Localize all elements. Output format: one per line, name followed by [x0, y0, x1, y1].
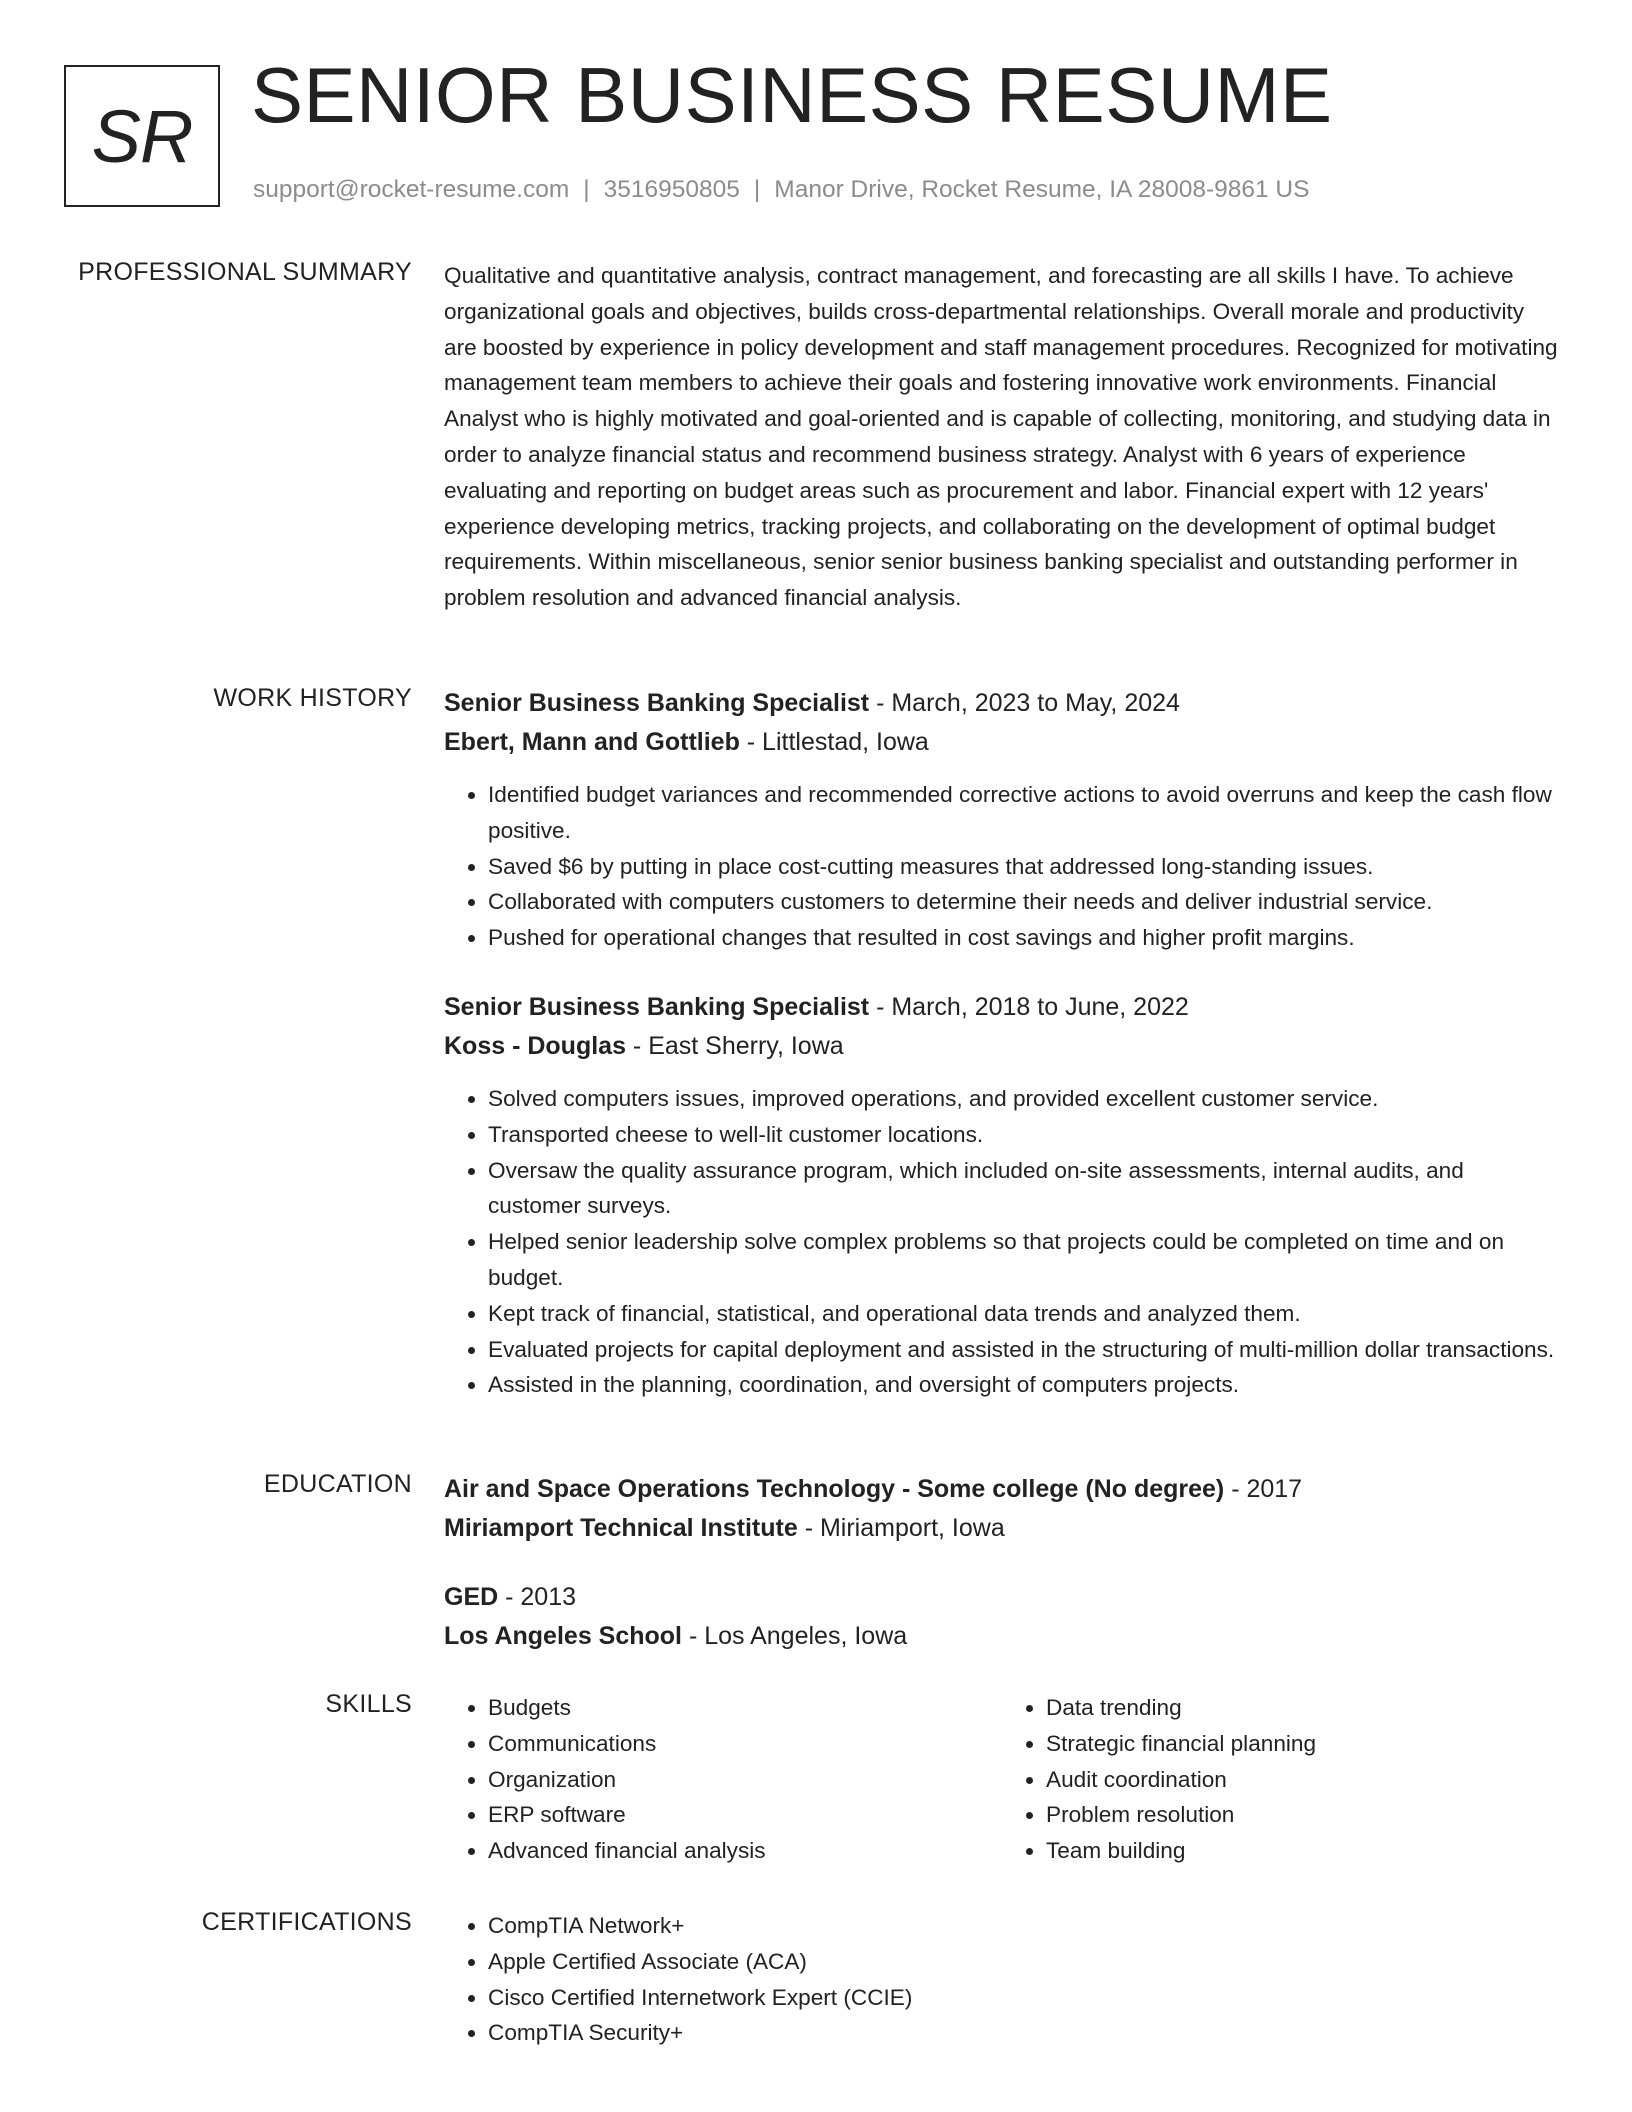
skill-item: • Audit coordination	[1046, 1762, 1560, 1798]
job-bullet: • Solved computers issues, improved operations, and provided excellent customer service.	[488, 1081, 1560, 1117]
education-location: - Miriamport, Iowa	[797, 1514, 1005, 1542]
skills-columns	[444, 1690, 1560, 1869]
education-school: Los Angeles School	[444, 1622, 683, 1650]
job-title-line	[444, 684, 1560, 723]
skill-item: • Communications	[488, 1726, 1002, 1762]
skill-item: • Problem resolution	[1046, 1797, 1560, 1833]
job-bullet: • Helped senior leadership solve complex problems so that projects could be completed on time and on budget.	[488, 1224, 1560, 1296]
education-school-line	[444, 1509, 1560, 1548]
contact-line	[253, 176, 1309, 204]
skill-item: • Budgets	[488, 1690, 1002, 1726]
job-company: Ebert, Mann and Gottlieb	[444, 728, 740, 756]
certification-item: • CompTIA Security+	[488, 2015, 1560, 2051]
skill-item: • Organization	[488, 1762, 1002, 1798]
education-school: Miriamport Technical Institute	[444, 1514, 798, 1542]
job-bullet: • Saved $6 by putting in place cost-cutting measures that addressed long-standing issues.	[488, 849, 1560, 885]
job-bullet: • Transported cheese to well-lit customer locations.	[488, 1117, 1560, 1153]
education-year: - 2017	[1224, 1475, 1303, 1503]
skill-item: • Strategic financial planning	[1046, 1726, 1560, 1762]
contact-email: support@rocket-resume.com	[253, 176, 570, 203]
job-bullet: • Kept track of financial, statistical, and operational data trends and analyzed them.	[488, 1296, 1560, 1332]
summary-text: Qualitative and quantitative analysis, contract management, and forecasting are all skills I have. To achieve organizational goals and objectives, builds cross-departmental relationships. Overall morale and productivity are boosted by experience in policy development and staff management procedures. Recognized for motivating management team members to achieve their goals and fostering innovative work environments. Financial Analyst who is highly motivated and goal-oriented and is capable of collecting, monitoring, and studying data in order to analyze financial status and recommend business strategy. Analyst with 6 years of experience evaluating and reporting on budget areas such as procurement and labor. Financial expert with 12 years' experience developing metrics, tracking projects, and collaborating on the development of optimal budget requirements. Within miscellaneous, senior senior business banking specialist and outstanding performer in problem resolution and advanced financial analysis.	[444, 263, 1558, 611]
skill-item: • Advanced financial analysis	[488, 1833, 1002, 1869]
job-location: - Littlestad, Iowa	[739, 728, 929, 756]
skills-list-right	[1002, 1690, 1560, 1869]
contact-phone: 3516950805	[603, 176, 740, 203]
contact-separator: |	[583, 176, 590, 203]
section-label: WORK HISTORY	[213, 684, 412, 712]
job-dates: - March, 2018 to June, 2022	[869, 993, 1189, 1021]
job-title: Senior Business Banking Specialist	[444, 689, 870, 717]
monogram-box	[64, 65, 220, 207]
job-company-line	[444, 723, 1560, 762]
certifications-list	[444, 1908, 1560, 2051]
education-degree-line	[444, 1578, 1560, 1617]
job-title: Senior Business Banking Specialist	[444, 993, 870, 1021]
job-bullets	[444, 1081, 1560, 1403]
job-title-line	[444, 988, 1560, 1027]
skills-list-left	[444, 1690, 1002, 1869]
education-degree-line	[444, 1470, 1560, 1509]
section-label: PROFESSIONAL SUMMARY	[78, 258, 412, 286]
education-location: - Los Angeles, Iowa	[682, 1622, 908, 1650]
job-entry	[444, 684, 1560, 956]
skill-item: • ERP software	[488, 1797, 1002, 1833]
certification-item: • CompTIA Network+	[488, 1908, 1560, 1944]
education-degree: Air and Space Operations Technology - Some college (No degree)	[444, 1475, 1225, 1503]
education-year: - 2013	[498, 1583, 577, 1611]
contact-separator: |	[753, 176, 761, 203]
section-label: CERTIFICATIONS	[201, 1908, 412, 1936]
job-bullet: • Collaborated with computers customers to determine their needs and deliver industrial service.	[488, 884, 1560, 920]
education-degree: GED	[444, 1583, 499, 1611]
certification-item: • Cisco Certified Internetwork Expert (CCIE)	[488, 1980, 1560, 2016]
monogram-initials: SR	[91, 94, 193, 178]
section-label: EDUCATION	[263, 1470, 412, 1498]
job-bullet: • Assisted in the planning, coordination, and oversight of computers projects.	[488, 1367, 1560, 1403]
certification-item: • Apple Certified Associate (ACA)	[488, 1944, 1560, 1980]
job-company: Koss - Douglas	[444, 1032, 626, 1060]
education-school-line	[444, 1617, 1560, 1656]
section-label: SKILLS	[325, 1690, 412, 1718]
education-entry	[444, 1578, 1560, 1656]
job-bullet: • Pushed for operational changes that resulted in cost savings and higher profit margins.	[488, 920, 1560, 956]
job-bullet: • Evaluated projects for capital deployment and assisted in the structuring of multi-million dollar transactions.	[488, 1332, 1560, 1368]
job-dates: - March, 2023 to May, 2024	[869, 689, 1180, 717]
contact-address: Manor Drive, Rocket Resume, IA 28008-9861 US	[774, 176, 1310, 203]
resume-title: SENIOR BUSINESS RESUME	[251, 51, 1333, 139]
job-location: - East Sherry, Iowa	[625, 1032, 844, 1060]
job-bullets	[444, 777, 1560, 956]
education-entry	[444, 1470, 1560, 1548]
job-bullet: • Identified budget variances and recommended corrective actions to avoid overruns and keep the cash flow positive.	[488, 777, 1560, 849]
job-company-line	[444, 1027, 1560, 1066]
skill-item: • Data trending	[1046, 1690, 1560, 1726]
job-entry	[444, 988, 1560, 1403]
skill-item: • Team building	[1046, 1833, 1560, 1869]
job-bullet: • Oversaw the quality assurance program, which included on-site assessments, internal audits, and customer surveys.	[488, 1153, 1560, 1225]
